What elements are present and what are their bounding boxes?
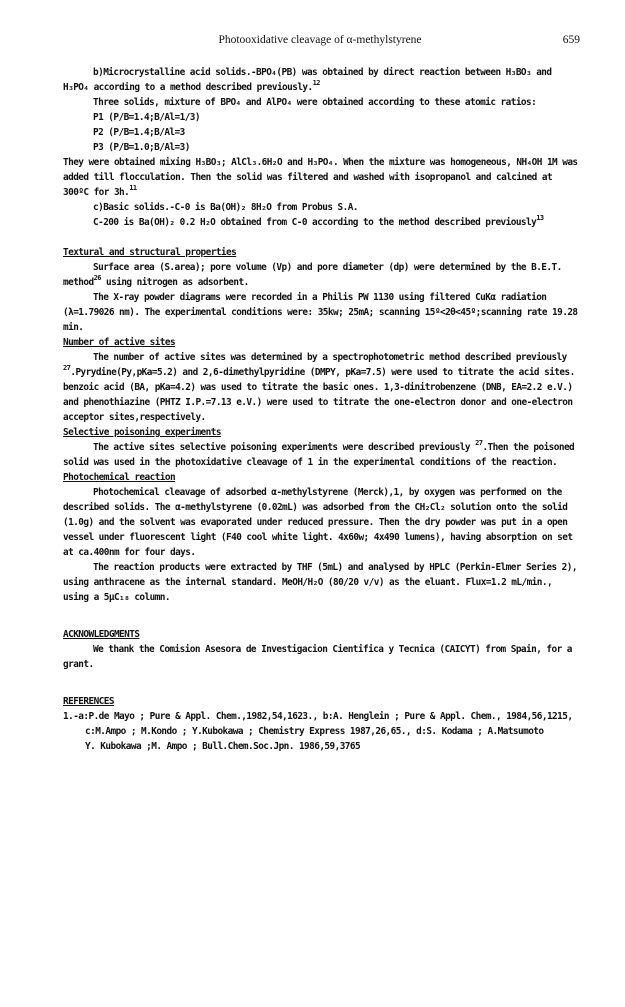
page-number: 659 bbox=[562, 34, 580, 46]
section-heading-sites: Number of active sites bbox=[63, 337, 176, 348]
solid-p1: P1 (P/B=1.4;B/Al=1/3) bbox=[93, 112, 200, 123]
solid-p3: P3 (P/B=1.0;B/Al=3) bbox=[93, 142, 190, 153]
spacer bbox=[63, 605, 578, 627]
spacer bbox=[63, 230, 578, 245]
text: b)Microcrystalline acid solids.-BPO₄(PB) was obtained by direct reaction between H₃BO₃ and bbox=[93, 67, 552, 78]
paragraph-three-solids: Three solids, mixture of BPO₄ and AlPO₄ were obtained according to these atomic ratios: bbox=[93, 97, 537, 108]
paragraph-photochemical: Photochemical cleavage of adsorbed α-methylstyrene (Merck),1, by oxygen was performed on the described solids. The α-methylstyrene (0.02mL) was adsorbed from the CH₂Cl₂ solution onto the solid (1.0g) and the solvent was evaporated under reduced pressure. Then the dry powder was put in a open vessel under fluorescent light (F40 cool white light. 4x60w; 4x490 lumens), having absorption on set at ca.400nm for four days. bbox=[63, 487, 573, 558]
text: .Pyrydine(Py,pKa=5.2) and 2,6-dimethylpyridine (DMPY, pKa=7.5) were used to titrate the acid sites. benzoic acid (BA, pKa=4.2) was used to titrate the basic ones. 1,3-dinitrobenzene (DNB, EA=2.2 e.V.) and phenothiazine (PHTZ I.P.=7.13 e.V.) were used to titrate the one-electron donor and one-electron acceptor sites,respectively. bbox=[63, 367, 575, 423]
text: using nitrogen as adsorbent. bbox=[106, 277, 249, 288]
text: H₃PO₄ according to a method described previously. bbox=[63, 82, 313, 93]
citation: 12 bbox=[312, 79, 320, 87]
citation: 11 bbox=[129, 184, 137, 192]
paragraph-surface bbox=[63, 260, 578, 290]
text: .Then the poisoned solid was used in the photoxidative cleavage of 1 in the experimental conditions of the reaction. bbox=[63, 442, 575, 468]
section-heading-photochemical: Photochemical reaction bbox=[63, 472, 176, 483]
spacer bbox=[63, 672, 578, 694]
text: The number of active sites was determined by a spectrophotometric method described previously bbox=[93, 352, 567, 363]
reference-line: Y. Kubokawa ;M. Ampo ; Bull.Chem.Soc.Jpn. 1986,59,3765 bbox=[85, 741, 361, 752]
reference-line: 1.-a:P.de Mayo ; Pure & Appl. Chem.,1982,54,1623., b:A. Henglein ; Pure & Appl. Chem., 1984,56,1215, bbox=[63, 711, 573, 722]
text: They were obtained mixing H₃BO₃; AlCl₃.6H₂O and H₃PO₄. When the mixture was homogeneous, NH₄OH 1M was added till flocculation. Then the solid was filtered and washed with isopropanol and calcined at 300ºC for 3h. bbox=[63, 157, 578, 198]
section-heading-textural: Textural and structural properties bbox=[63, 247, 237, 258]
text: The active sites selective poisoning experiments were described previously bbox=[93, 442, 470, 453]
paragraph-products: The reaction products were extracted by THF (5mL) and analysed by HPLC (Perkin-Elmer Series 2), using anthracene as the internal standard. MeOH/H₂O (80/20 v/v) as the eluant. Flux=1.2 mL/min., using a 5μC₁₈ column. bbox=[63, 562, 577, 603]
section-heading-acknowledgments: ACKNOWLEDGMENTS bbox=[63, 629, 140, 640]
section-heading-poisoning: Selective poisoning experiments bbox=[63, 427, 221, 438]
citation: 26 bbox=[93, 274, 101, 282]
text: C-200 is Ba(OH)₂ 0.2 H₂O obtained from C-0 according to the method described previously bbox=[93, 217, 537, 228]
reference-line: c:M.Ampo ; M.Kondo ; Y.Kubokawa ; Chemistry Express 1987,26,65., d:S. Kodama ; A.Matsumoto bbox=[85, 726, 544, 737]
paragraph-microcrystalline bbox=[63, 65, 578, 95]
solid-p2: P2 (P/B=1.4;B/Al=3 bbox=[93, 127, 185, 138]
paragraph-mixing bbox=[63, 155, 578, 200]
citation: 13 bbox=[536, 214, 544, 222]
citation: 27 bbox=[63, 364, 71, 372]
page-header bbox=[60, 34, 580, 48]
paragraph-acknowledgments: We thank the Comision Asesora de Investigacion Cientifica y Tecnica (CAICYT) from Spain, for a grant. bbox=[63, 644, 572, 670]
section-heading-references: REFERENCES bbox=[63, 696, 114, 707]
paragraph-basic-solids: c)Basic solids.-C-0 is Ba(OH)₂ 8H₂O from Probus S.A. bbox=[93, 202, 358, 213]
paragraph-poisoning bbox=[63, 440, 578, 470]
paragraph-c200 bbox=[63, 215, 578, 230]
citation: 27 bbox=[475, 439, 483, 447]
page-body bbox=[63, 65, 578, 754]
paragraph-sites bbox=[63, 350, 578, 425]
paragraph-xray: The X-ray powder diagrams were recorded in a Philis PW 1130 using filtered CuKα radiation (λ=1.79026 nm). The experimental conditions were: 35kw; 25mA; scanning 15º<2θ<45º;scanning rate 19.28 min. bbox=[63, 292, 578, 333]
text: Surface area (S.area); pore volume (Vp) and pore diameter (dp) were determined by the B.E.T. method bbox=[63, 262, 562, 288]
running-title: Photooxidative cleavage of α-methylstyrene bbox=[218, 34, 422, 46]
